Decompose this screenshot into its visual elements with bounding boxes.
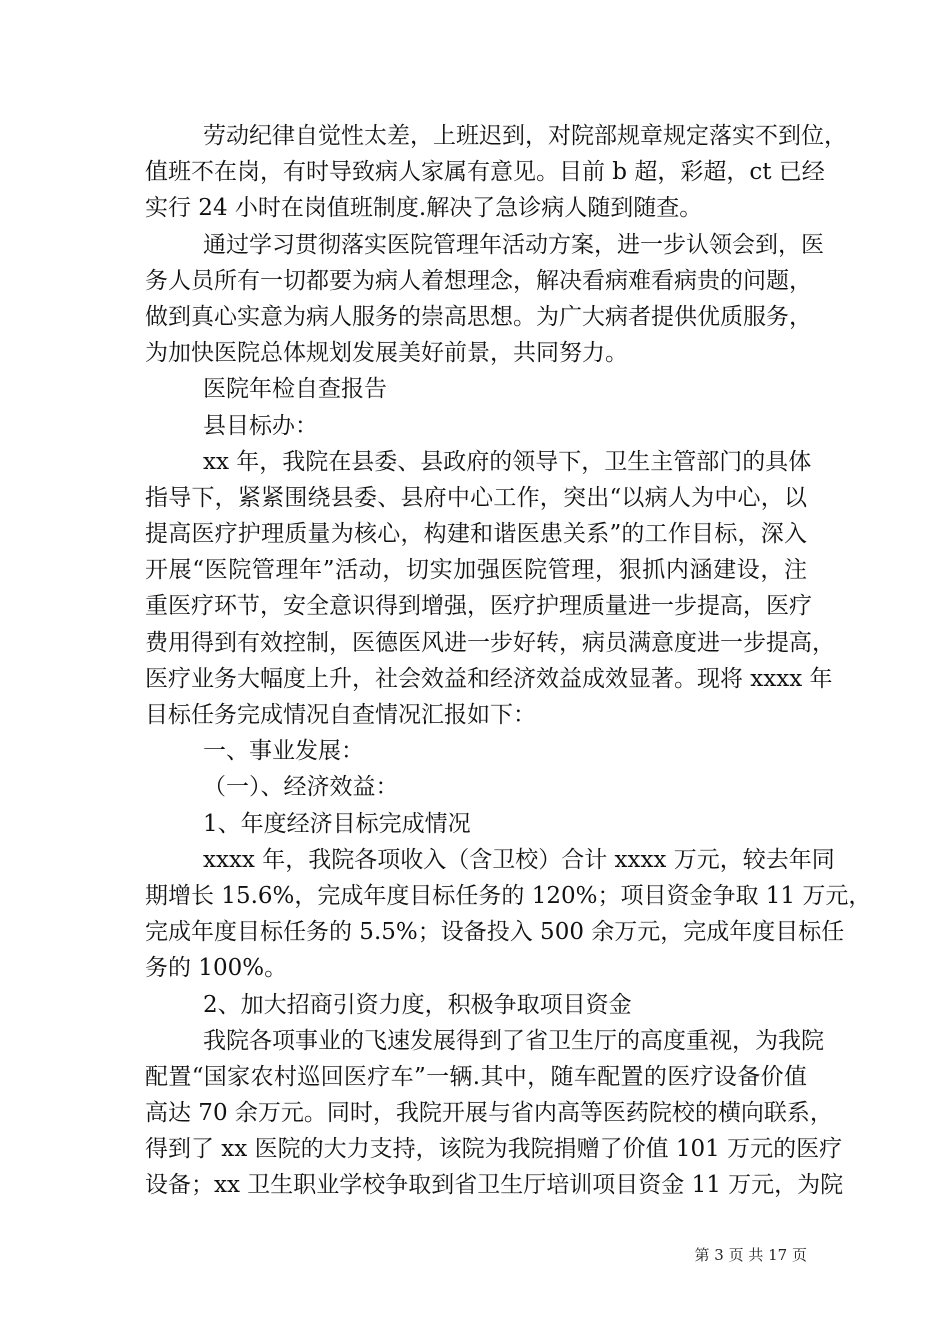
text-line: 值班不在岗，有时导致病人家属有意见。目前 b 超，彩超，ct 已经 (145, 159, 825, 186)
document-body (145, 118, 872, 1204)
text-line: 得到了 xx 医院的大力支持，该院为我院捐赠了价值 101 万元的医疗 (145, 1136, 843, 1163)
text-line: 期增长 15.6%，完成年度目标任务的 120%；项目资金争取 11 万元， (145, 882, 872, 909)
text-line: 目标任务完成情况自查情况汇报如下： (145, 702, 536, 728)
text-line: 完成年度目标任务的 5.5%；设备投入 500 余万元，完成年度目标任 (145, 919, 845, 946)
text-line: 务人员所有一切都要为病人着想理念，解决看病难看病贵的问题， (145, 267, 812, 294)
text-line: 指导下，紧紧围绕县委、县府中心工作，突出“以病人为中心，以 (145, 484, 807, 511)
text-line: 我院各项事业的飞速发展得到了省卫生厅的高度重视，为我院 (203, 1027, 824, 1054)
text-line: 设备；xx 卫生职业学校争取到省卫生厅培训项目资金 11 万元，为院 (145, 1172, 844, 1199)
text-line: 劳动纪律自觉性太差，上班迟到，对院部规章规定落实不到位， (203, 123, 847, 149)
text-line: 做到真心实意为病人服务的崇高思想。为广大病者提供优质服务， (145, 303, 812, 330)
text-line: （一）、经济效益： (203, 774, 399, 801)
text-line: 重医疗环节，安全意识得到增强，医疗护理质量进一步提高，医疗 (145, 593, 812, 620)
text-line: 医疗业务大幅度上升，社会效益和经济效益成效显著。现将 xxxx 年 (145, 665, 833, 692)
text-line: 高达 70 余万元。同时，我院开展与省内高等医药院校的横向联系， (145, 1100, 833, 1127)
text-line: 县目标办： (203, 412, 318, 439)
text-line: xxxx 年，我院各项收入（含卫校）合计 xxxx 万元，较去年同 (203, 846, 835, 873)
text-line: 开展“医院管理年”活动，切实加强医院管理，狠抓内涵建设，注 (145, 557, 807, 584)
text-line: 为加快医院总体规划发展美好前景，共同努力。 (145, 340, 628, 367)
text-line: 2、加大招商引资力度，积极争取项目资金 (203, 991, 632, 1018)
text-line: 费用得到有效控制，医德医风进一步好转，病员满意度进一步提高， (145, 629, 835, 656)
text-line: 一、事业发展： (203, 738, 364, 765)
text-line: 1、年度经济目标完成情况 (203, 810, 471, 837)
text-line: 医院年检自查报告 (203, 376, 387, 403)
text-line: 提高医疗护理质量为核心，构建和谐医患关系”的工作目标，深入 (145, 521, 807, 548)
text-line: 实行 24 小时在岗值班制度.解决了急诊病人随到随查。 (145, 195, 703, 222)
page-number: 第 3 页 共 17 页 (694, 1246, 807, 1264)
text-line: 务的 100%。 (145, 955, 288, 982)
text-line: 配置“国家农村巡回医疗车”一辆.其中，随车配置的医疗设备价值 (145, 1063, 807, 1090)
text-line: xx 年，我院在县委、县政府的领导下，卫生主管部门的具体 (203, 448, 812, 475)
text-line: 通过学习贯彻落实医院管理年活动方案，进一步认领会到，医 (203, 231, 824, 258)
